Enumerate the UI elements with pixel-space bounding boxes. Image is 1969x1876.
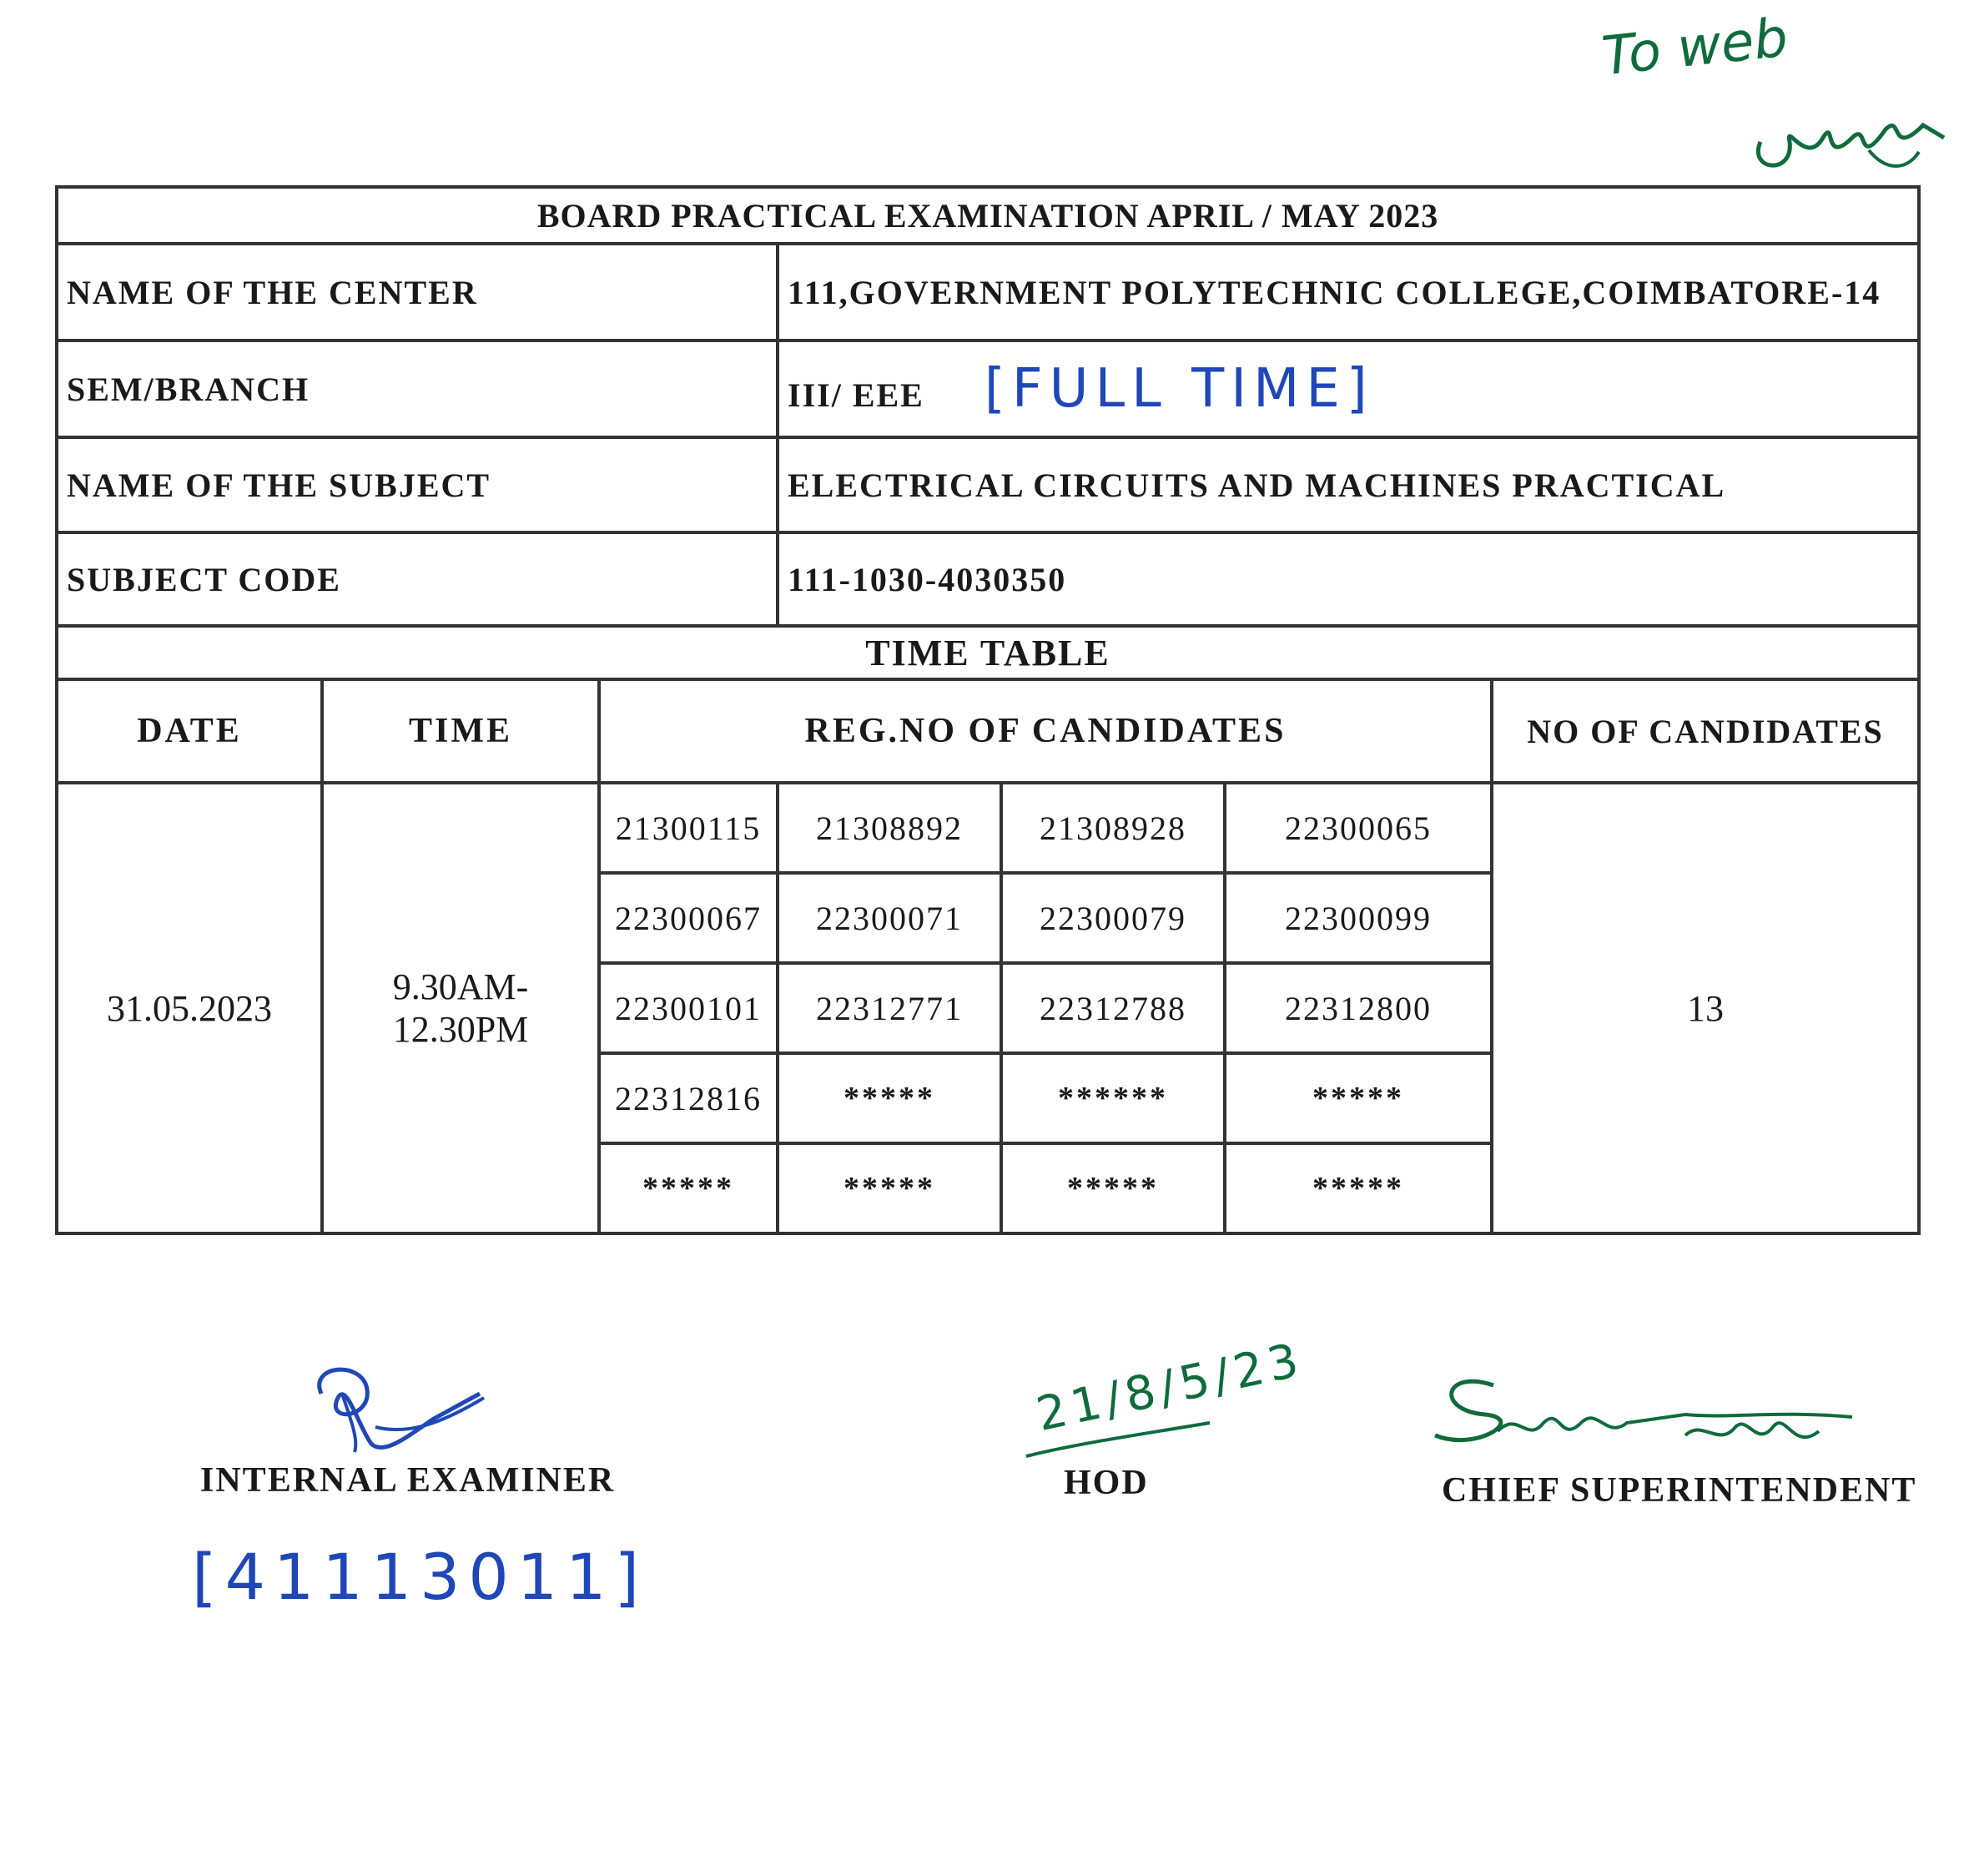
reg-no: 22312788 <box>1001 963 1225 1053</box>
time-header: TIME <box>322 679 599 783</box>
chief-superintendent-signature <box>1427 1369 1861 1477</box>
center-value: 111,GOVERNMENT POLYTECHNIC COLLEGE,COIMBATORE-14 <box>778 244 1919 340</box>
empty-slot: ***** <box>599 1143 778 1233</box>
reg-no: 22300065 <box>1225 783 1492 873</box>
empty-slot: ***** <box>778 1143 1001 1233</box>
reg-no: 21308892 <box>778 783 1001 873</box>
reg-no: 22300067 <box>599 873 778 963</box>
sem-branch-cell <box>778 340 1919 437</box>
internal-code-annotation: [41113011] <box>192 1540 648 1614</box>
empty-slot: ***** <box>1225 1053 1492 1143</box>
reg-no: 22312771 <box>778 963 1001 1053</box>
center-label: NAME OF THE CENTER <box>57 244 778 340</box>
empty-slot: ***** <box>1225 1143 1492 1233</box>
reg-header: REG.NO OF CANDIDATES <box>599 679 1492 783</box>
exam-time: 9.30AM-12.30PM <box>322 783 599 1233</box>
subject-value: ELECTRICAL CIRCUITS AND MACHINES PRACTICAL <box>778 437 1919 532</box>
exam-title: BOARD PRACTICAL EXAMINATION APRIL / MAY 2023 <box>57 187 1919 244</box>
handwritten-initials <box>1744 92 1952 184</box>
candidate-count: 13 <box>1492 783 1919 1233</box>
exam-timetable <box>55 185 1921 1235</box>
sem-branch-label: SEM/BRANCH <box>57 340 778 437</box>
reg-no: 22312800 <box>1225 963 1492 1053</box>
reg-no: 22300101 <box>599 963 778 1053</box>
full-time-annotation: [FULL TIME] <box>984 358 1374 420</box>
empty-slot: ****** <box>1001 1053 1225 1143</box>
subject-code-label: SUBJECT CODE <box>57 532 778 626</box>
reg-no: 22312816 <box>599 1053 778 1143</box>
chief-superintendent-label: CHIEF SUPERINTENDENT <box>1442 1471 1917 1510</box>
reg-no: 21300115 <box>599 783 778 873</box>
hod-signature-stroke <box>1018 1419 1218 1469</box>
subject-code-value: 111-1030-4030350 <box>778 532 1919 626</box>
internal-examiner-signature <box>292 1360 492 1469</box>
hod-date-annotation: 21/8/5/23 <box>1031 1332 1308 1443</box>
reg-no: 22300079 <box>1001 873 1225 963</box>
reg-no: 21308928 <box>1001 783 1225 873</box>
reg-no: 22300071 <box>778 873 1001 963</box>
hod-label: HOD <box>1064 1464 1149 1502</box>
date-header: DATE <box>57 679 322 783</box>
internal-examiner-label: INTERNAL EXAMINER <box>200 1461 616 1500</box>
reg-no: 22300099 <box>1225 873 1492 963</box>
subject-label: NAME OF THE SUBJECT <box>57 437 778 532</box>
sem-branch-value: III/ EEE <box>788 376 924 414</box>
empty-slot: ***** <box>1001 1143 1225 1233</box>
handwritten-note: To web <box>1599 7 1791 88</box>
exam-date: 31.05.2023 <box>57 783 322 1233</box>
count-header: NO OF CANDIDATES <box>1492 679 1919 783</box>
time-table-title: TIME TABLE <box>57 626 1919 679</box>
empty-slot: ***** <box>778 1053 1001 1143</box>
